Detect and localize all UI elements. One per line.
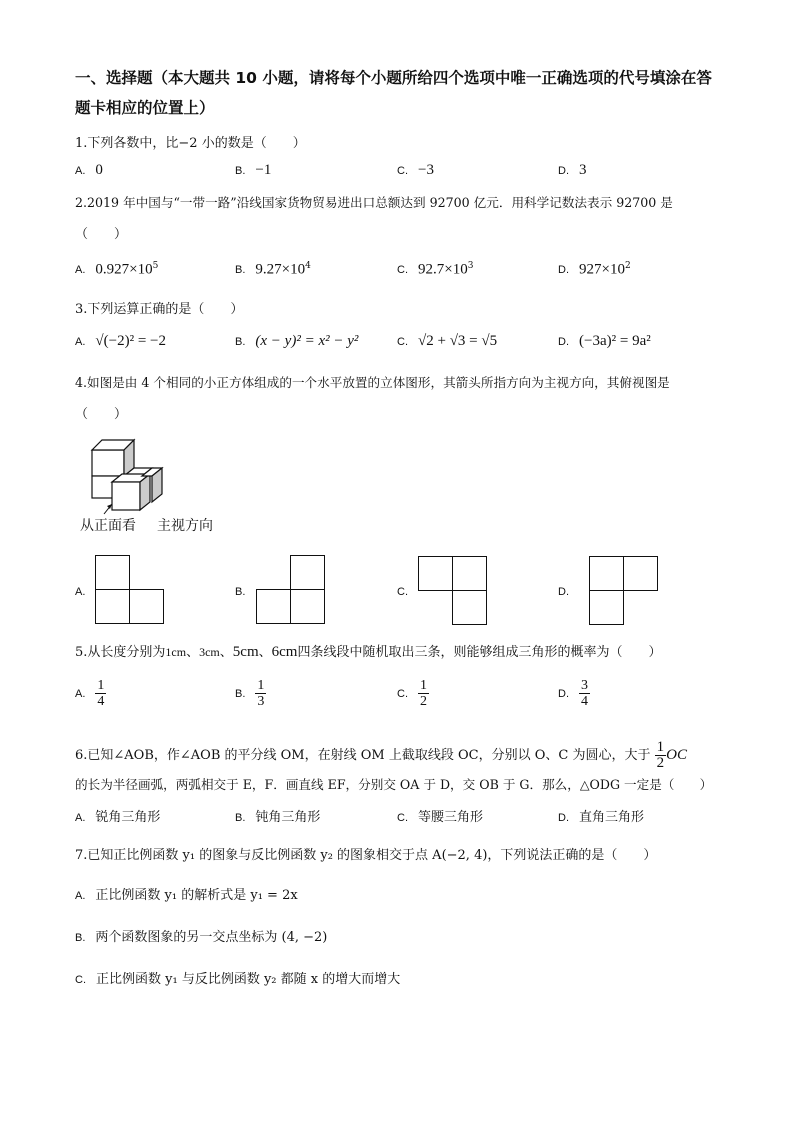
square-cell (95, 555, 130, 590)
q4-option-a-label: A. (75, 586, 86, 598)
fraction: $\frac{1}{2}$ (420, 678, 427, 709)
square-cell (129, 589, 164, 624)
section-heading-line1: 一、选择题（本大题共 10 小题，请将每个小题所给四个选项中唯一正确选项的代号填涂在答 (75, 69, 712, 87)
figure-caption-front: 从正面看 (80, 518, 136, 534)
q5-stem: 5.从长度分别为1cm、3cm、5cm、6cm四条线段中随机取出三条，则能够组成三角形的概率为（ ） (75, 644, 662, 660)
q2-stem-line2: （ ） (75, 227, 128, 242)
q2-option-b: B. $9.27\times 10^4$ (235, 261, 311, 278)
square-cell (452, 590, 487, 625)
q2-option-a: A. $0.927\times 10^5$ (75, 261, 159, 278)
q6-line2: 的长为半径画弧，两弧相交于 E，F．画直线 EF，分别交 OA 于 D，交 OB 于 G．那么，△ODG 一定是（ ） (75, 777, 713, 792)
q4-option-d-figure (589, 556, 659, 626)
figure-caption-direction: 主视方向 (157, 518, 213, 534)
q6-line1: 6.已知∠AOB，作∠AOB 的平分线 OM，在射线 OM 上截取线段 OC，分别以 O、C 为圆心，大于 $\frac{1}{2}$ OC (75, 739, 687, 771)
q2-option-d: D. $927\times 10^2$ (558, 261, 631, 278)
q7-option-a: A. 正比例函数 y₁ 的解析式是 y₁ = 2x (75, 888, 298, 903)
square-cell (623, 556, 658, 591)
square-cell (256, 589, 291, 624)
square-cell (452, 556, 487, 591)
q1-stem: 1.下列各数中，比−2 小的数是（ ） (75, 136, 306, 151)
section-heading-line2: 题卡相应的位置上） (75, 99, 215, 117)
q5-option-d: D. $\frac{3}{4}$ (558, 678, 588, 709)
q4-stem-line1: 4.如图是由 4 个相同的小正方体组成的一个水平放置的立体图形，其箭头所指方向为主视方向，其俯视图是 (75, 375, 670, 390)
fraction: $\frac{1}{3}$ (257, 678, 265, 709)
q3-option-a: A. √(−2)² = −2 (75, 333, 167, 349)
q5-option-c: C. $\frac{1}{2}$ (397, 678, 427, 709)
q5-option-b: B. $\frac{1}{3}$ (235, 678, 265, 709)
q1-option-c: C. −3 (397, 162, 434, 178)
square-cell (95, 589, 130, 624)
q4-option-c-label: C. (397, 586, 408, 598)
q7-stem: 7.已知正比例函数 y₁ 的图象与反比例函数 y₂ 的图象相交于点 A(−2, 4)，下列说法正确的是（ ） (75, 848, 657, 863)
square-cell (290, 555, 325, 590)
cube-solid-figure (76, 432, 168, 516)
q4-option-b-label: B. (235, 586, 246, 598)
square-cell (589, 556, 624, 591)
q7-option-b: B. 两个函数图象的另一交点坐标为 (4, −2) (75, 930, 328, 945)
q1-option-a: A. 0 (75, 162, 103, 178)
q7-option-c: C. 正比例函数 y₁ 与反比例函数 y₂ 都随 x 的增大而增大 (75, 972, 401, 987)
q6-option-c: C. 等腰三角形 (397, 810, 484, 825)
q2-stem-line1: 2.2019 年中国与“一带一路”沿线国家货物贸易进出口总额达到 92700 亿元．用科学记数法表示 92700 是 (75, 195, 673, 210)
q4-option-d-label: D. (558, 586, 569, 598)
q4-stem-line2: （ ） (75, 407, 128, 422)
q6-option-b: B. 钝角三角形 (235, 810, 321, 825)
q5-option-a: A. $\frac{1}{4}$ (75, 678, 105, 709)
square-cell (418, 556, 453, 591)
q4-option-a-figure (95, 555, 165, 625)
q6-option-a: A. 锐角三角形 (75, 810, 161, 825)
square-cell (290, 589, 325, 624)
q4-option-c-figure (418, 556, 488, 626)
q4-option-b-figure (256, 555, 326, 625)
q1-option-d: D. 3 (558, 162, 587, 178)
fraction-half: $\frac{1}{2}$ (656, 739, 665, 771)
q6-option-d: D. 直角三角形 (558, 810, 645, 825)
square-cell (589, 590, 624, 625)
q3-option-c: C. √2 + √3 = √5 (397, 333, 498, 349)
q3-option-d: D. (−3a)² = 9a² (558, 333, 651, 349)
q2-option-c: C. $92.7\times 10^3$ (397, 261, 474, 278)
q3-stem: 3.下列运算正确的是（ ） (75, 302, 244, 317)
q1-option-b: B. −1 (235, 162, 272, 178)
fraction: $\frac{3}{4}$ (581, 678, 588, 709)
fraction: $\frac{1}{4}$ (97, 678, 105, 709)
q3-option-b: B. (x − y)² = x² − y² (235, 333, 359, 349)
